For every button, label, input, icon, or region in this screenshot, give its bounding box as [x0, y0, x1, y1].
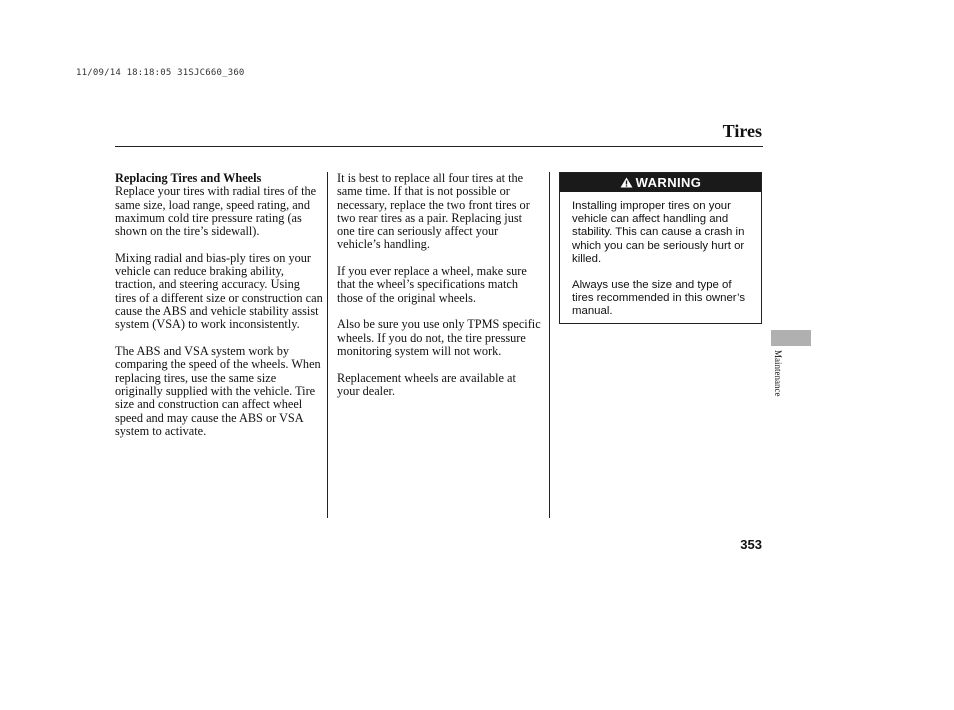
paragraph: It is best to replace all four tires at the same time. If that is not possible or necessary, replace the two front tires or two rear tires as a pair. Replacing just one tire can seriously affect your vehicle’s handling. [337, 171, 530, 252]
warning-text: Installing improper tires on your vehicle can affect handling and stability. This can cause a crash in which you can be seriously hurt or killed. [572, 200, 745, 265]
page-number: 353 [740, 537, 762, 552]
paragraph: If you ever replace a wheel, make sure that the wheel’s specifications match those of the original wheels. [337, 264, 527, 305]
warning-triangle-icon [620, 177, 633, 188]
warning-box [559, 172, 762, 324]
paragraph: Replacement wheels are available at your dealer. [337, 370, 516, 399]
header-rule [115, 146, 763, 147]
paragraph: Mixing radial and bias-ply tires on your vehicle can reduce braking ability, traction, and steering accuracy. Using tires of a different size or construction can cause the ABS and vehicle stability assist system (VSA) to work inconsistently. [115, 250, 323, 332]
paragraph [115, 172, 323, 238]
warning-label: WARNING [635, 175, 702, 190]
column-2 [337, 172, 541, 412]
paragraph-text: Replace your tires with radial tires of the same size, load range, speed rating, and maximum cold tire pressure rating (as shown on the tire’s sidewall). [115, 184, 317, 239]
column-divider [327, 172, 328, 518]
section-heading: Replacing Tires and Wheels [115, 171, 262, 185]
section-tab-label: Maintenance [773, 350, 783, 397]
print-metadata: 11/09/14 18:18:05 31SJC660_360 [76, 68, 245, 78]
column-divider [549, 172, 550, 518]
paragraph: The ABS and VSA system work by comparing the speed of the wheels. When replacing tires, use the same size originally supplied with the vehicle. Tire size and construction can affect wheel speed and may cause the ABS or VSA system to activate. [115, 344, 321, 438]
warning-text: Always use the size and type of tires recommended in this owner’s manual. [572, 279, 746, 318]
warning-header [560, 173, 761, 192]
section-tab [771, 330, 811, 346]
page-title: Tires [722, 121, 762, 141]
paragraph: Also be sure you use only TPMS specific wheels. If you do not, the tire pressure monitoring system will not work. [337, 317, 541, 359]
warning-body [560, 192, 761, 319]
column-1 [115, 172, 323, 452]
